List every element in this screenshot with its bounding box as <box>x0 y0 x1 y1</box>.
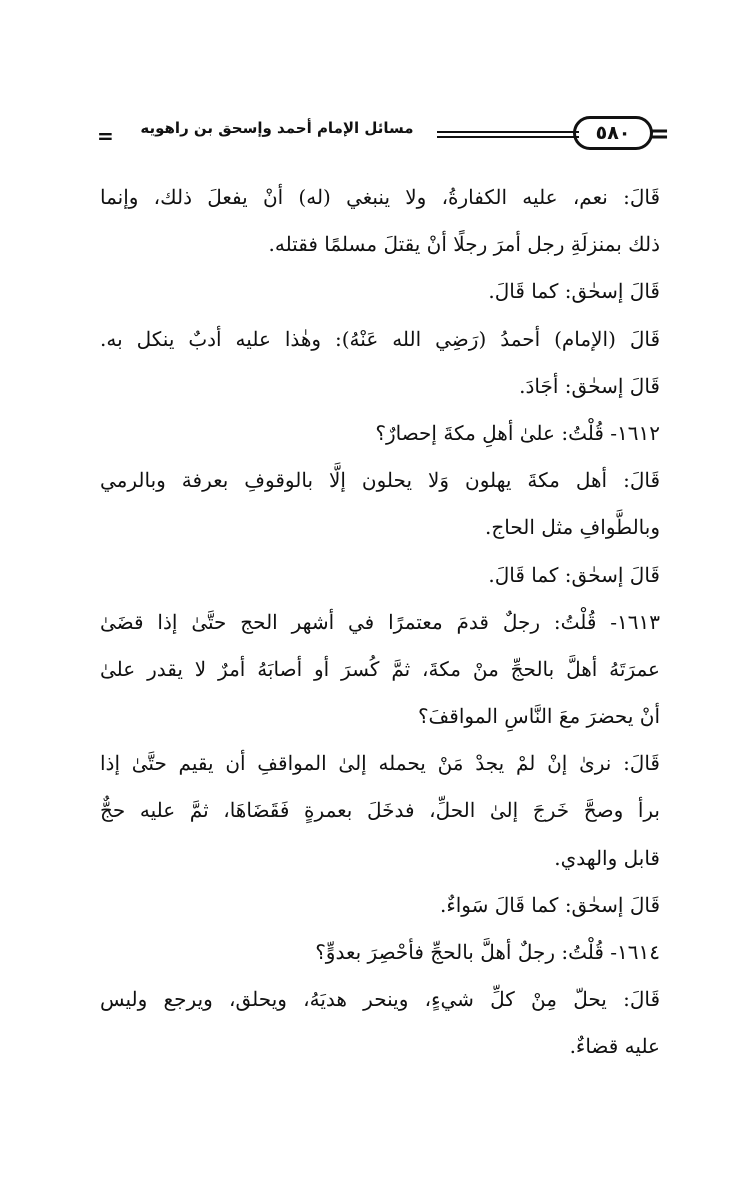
header-rule <box>437 131 579 138</box>
body-text <box>100 174 660 1071</box>
page-header <box>95 112 675 156</box>
text-line: برأ وصحَّ خَرجَ إلىٰ الحلِّ، فدخَلَ بعمرةٍ فَقَضَاهَا، ثمَّ عليه حجٌّ <box>100 798 660 823</box>
text-line: قَالَ إسحٰق: أجَادَ. <box>519 373 660 398</box>
header-ornament-right: = <box>648 119 670 149</box>
text-line: قابل والهدي. <box>554 845 660 870</box>
running-title: مسائل الإمام أحمد وإسحق بن راهويه <box>140 119 414 137</box>
text-line: قَالَ (الإمام) أحمدُ (رَضِي الله عَنْهُ): وهٰذا عليه أدبٌ ينكل به. <box>100 326 660 351</box>
text-line: قَالَ: يحلّ مِنْ كلِّ شيءٍ، وينحر هديَهُ، ويحلق، ويرجع وليس <box>100 987 660 1012</box>
text-line: قَالَ إسحٰق: كما قَالَ. <box>488 562 660 587</box>
text-line: قَالَ: نرىٰ إنْ لمْ يجدْ مَنْ يحمله إلىٰ المواقفِ أن يقيم حتَّىٰ إذا <box>100 751 660 776</box>
text-line: أنْ يحضرَ معَ النَّاسِ المواقفَ؟ <box>417 704 660 729</box>
text-line: وبالطَّوافِ مثل الحاج. <box>485 515 660 540</box>
question-line: ١٦١٤- قُلْتُ: رجلٌ أهلَّ بالحجِّ فأحْصِرَ بعدوٍّ؟ <box>315 940 660 964</box>
question-line: ١٦١٢- قُلْتُ: علىٰ أهلِ مكةَ إحصارٌ؟ <box>375 420 660 445</box>
text-line: قَالَ: نعم، عليه الكفارةُ، ولا ينبغي (له) أنْ يفعلَ ذلك، وإنما <box>100 185 660 209</box>
text-line: عليه قضاءٌ. <box>569 1034 660 1059</box>
header-ornament-left: = <box>97 124 114 148</box>
question-line: ١٦١٣- قُلْتُ: رجلٌ قدمَ معتمرًا في أشهر الحج حتَّىٰ إذا قضَىٰ <box>100 609 660 634</box>
text-line: قَالَ إسحٰق: كما قَالَ سَواءٌ. <box>439 892 660 917</box>
text-line: قَالَ: أهل مكةَ يهلون وَلا يحلون إلَّا بالوقوفِ بعرفة وبالرمي <box>100 468 660 493</box>
page-number: ٥٨٠ <box>573 116 653 150</box>
text-line: عمرَتَهُ أهلَّ بالحجِّ منْ مكةَ، ثمَّ كُسرَ أو أصابَهُ أمرٌ لا يقدر علىٰ <box>100 656 660 681</box>
text-line: ذلك بمنزلَةِ رجل أمرَ رجلًا أنْ يقتلَ مسلمًا فقتله. <box>268 232 660 257</box>
text-line: قَالَ إسحٰق: كما قَالَ. <box>488 279 660 304</box>
